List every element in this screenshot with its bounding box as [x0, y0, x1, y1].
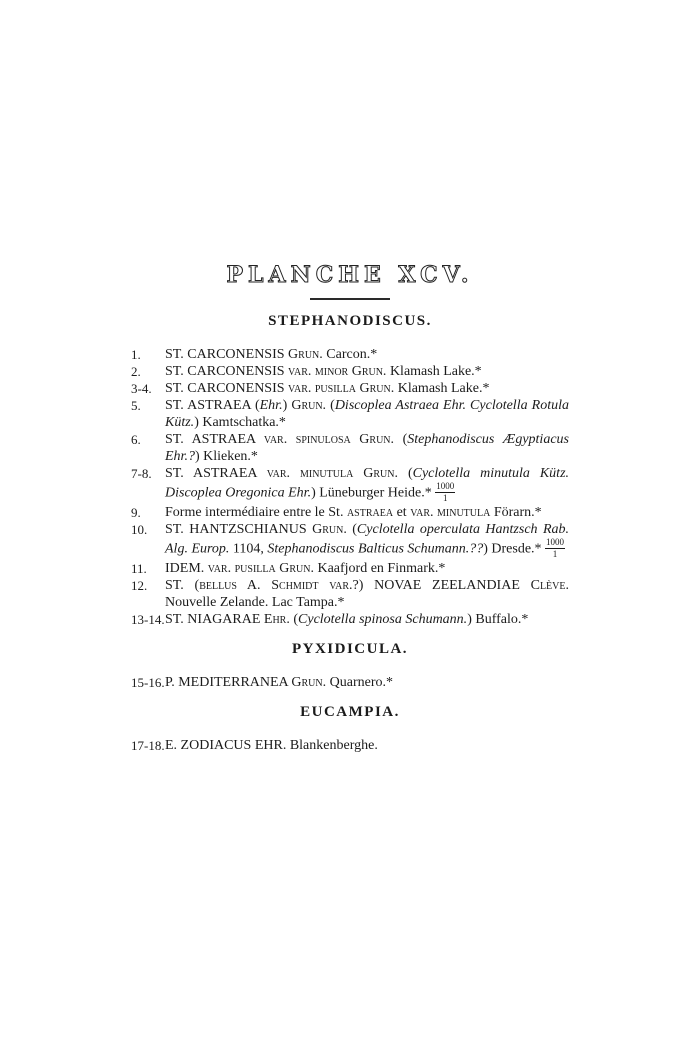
entry-text-segment: ST. NIAGARAE — [165, 611, 264, 627]
figure-number: 10. — [131, 521, 148, 537]
entry-text-segment: Grun. — [288, 347, 323, 362]
plate-caption-list — [131, 313, 569, 754]
figure-number: 7-8. — [131, 466, 152, 481]
entry-text-segment: ) — [282, 398, 292, 413]
plate-entry — [131, 560, 569, 577]
entry-text-segment: ST. ASTRAEA — [165, 466, 267, 481]
entry-text-segment: Grun. — [312, 521, 347, 537]
entry-text-segment: ) Klieken.* — [194, 449, 258, 464]
figure-number: 6. — [131, 432, 141, 447]
entry-text-segment: ) Buffalo.* — [467, 611, 529, 627]
entry-text-segment: Förarn.* — [490, 504, 542, 520]
figure-number: 17-18. — [131, 737, 165, 753]
entry-text-segment: Schmidt var.? — [271, 577, 359, 593]
entry-text-segment: Kaafjord en Finmark.* — [313, 560, 446, 576]
entry-text-segment: Ehr. — [263, 611, 290, 627]
title-divider-rule — [310, 298, 390, 300]
entry-text-segment: ( — [394, 432, 408, 447]
entry-text-segment: Klamash Lake.* — [386, 364, 482, 379]
entry-text-segment: ( — [326, 398, 335, 413]
entry-text-segment: ) Dresde.* — [483, 541, 546, 557]
plate-entry — [131, 465, 569, 504]
plate-entry — [131, 397, 569, 431]
entry-text-segment: ST. HANTZSCHIANUS — [165, 521, 313, 537]
entry-list — [131, 737, 569, 754]
figure-number: 13-14. — [131, 611, 165, 627]
figure-number: 1. — [131, 347, 141, 362]
entry-text-segment: ST. CARCONENSIS — [165, 347, 289, 362]
entry-text-segment: ST. CARCONENSIS — [165, 381, 289, 396]
entry-text-segment: Clève. — [530, 577, 569, 593]
entry-text-segment: et — [393, 504, 411, 520]
plate-title: PLANCHE XCV. — [226, 262, 474, 288]
entry-text-segment: Carcon.* — [322, 347, 378, 362]
entry-list — [131, 346, 569, 628]
entry-text-segment: 1104, — [229, 541, 268, 557]
entry-text-segment: bellus — [199, 577, 237, 593]
entry-text-segment: Stephanodiscus Balticus Schumann.?? — [267, 541, 484, 557]
entry-text-segment: astraea — [346, 504, 394, 520]
entry-text-segment: var. minor Grun. — [288, 364, 387, 379]
entry-text-segment: ( — [398, 466, 413, 481]
entry-text-segment: ) Lüneburger Heide.* — [311, 485, 436, 501]
document-page — [131, 0, 569, 754]
figure-number: 11. — [131, 560, 147, 576]
plate-entry — [131, 674, 569, 691]
plate-entry — [131, 577, 569, 611]
entry-text-segment: Stephanodiscus Ægyptiacus Ehr.? — [165, 432, 569, 464]
figure-number: 2. — [131, 364, 141, 379]
entry-text-segment: Cyclotella spinosa Schumann. — [298, 611, 468, 627]
entry-text-segment: Grun. — [291, 674, 327, 690]
entry-text-segment: Klamash Lake.* — [394, 381, 490, 396]
entry-text-segment: ( — [289, 611, 299, 627]
plate-entry — [131, 431, 569, 465]
plate-entry — [131, 346, 569, 363]
entry-text-segment: Quarnero.* — [326, 674, 394, 690]
magnification-fraction: $\frac{1000}{1}$ — [436, 481, 455, 504]
plate-entry — [131, 611, 569, 628]
entry-text-segment: var. pusilla Grun. — [207, 560, 314, 576]
plate-entry — [131, 737, 569, 754]
entry-text-segment: var. pusilla Grun. — [288, 381, 395, 396]
section-pyxidicula — [131, 641, 569, 691]
entry-text-segment: Discoplea Astraea Ehr. Cyclotella Rotula Kütz. — [165, 398, 569, 430]
plate-entry — [131, 504, 569, 521]
entry-text-segment: ST. CARCONENSIS — [165, 364, 289, 379]
entry-text-segment: IDEM. — [165, 560, 208, 576]
genus-heading: STEPHANODISCUS. — [268, 313, 432, 329]
entry-list — [131, 674, 569, 691]
plate-entry — [131, 363, 569, 380]
magnification-fraction: $\frac{1000}{1}$ — [546, 536, 565, 560]
entry-text-segment: Cyclotella minutula Kütz. Discoplea Oregonica Ehr. — [165, 466, 570, 501]
entry-text-segment: Cyclotella operculata Hantzsch Rab. Alg. Europ. — [165, 521, 570, 557]
entry-text-segment: ) Kamtschatka.* — [194, 415, 286, 430]
entry-text-segment: ST. ( — [165, 577, 200, 593]
genus-heading: EUCAMPIA. — [300, 703, 400, 720]
figure-number: 15-16. — [131, 674, 165, 690]
entry-text-segment: ST. ASTRAEA — [165, 432, 264, 447]
entry-text-segment: var. spinulosa Grun. — [263, 432, 395, 447]
section-eucampia — [131, 704, 569, 754]
entry-text-segment: ST. ASTRAEA ( — [165, 398, 260, 413]
plate-entry — [131, 380, 569, 397]
entry-text-segment: P. MEDITERRANEA — [165, 674, 292, 690]
section-stephanodiscus — [131, 313, 569, 628]
entry-text-segment: A. — [236, 577, 272, 593]
figure-number: 12. — [131, 577, 148, 593]
figure-number: 9. — [131, 504, 141, 520]
figure-number: 5. — [131, 398, 141, 413]
entry-text-segment: ) NOVAE ZEELANDIAE — [358, 577, 531, 593]
entry-text-segment: var. minutula — [410, 504, 491, 520]
entry-text-segment: ( — [346, 521, 357, 537]
entry-text-segment: var. minutula Grun. — [266, 466, 398, 481]
figure-number: 3-4. — [131, 381, 152, 396]
plate-entry — [131, 521, 569, 560]
entry-text-segment: E. ZODIACUS EHR. Blankenberghe. — [165, 737, 378, 753]
entry-text-segment: Forme intermédiaire entre le St. — [165, 504, 347, 520]
entry-text-segment: Nouvelle Zelande. Lac Tampa.* — [165, 594, 345, 610]
entry-text-segment: Ehr. — [259, 398, 283, 413]
genus-heading: PYXIDICULA. — [291, 640, 409, 657]
entry-text-segment: Grun. — [291, 398, 327, 413]
